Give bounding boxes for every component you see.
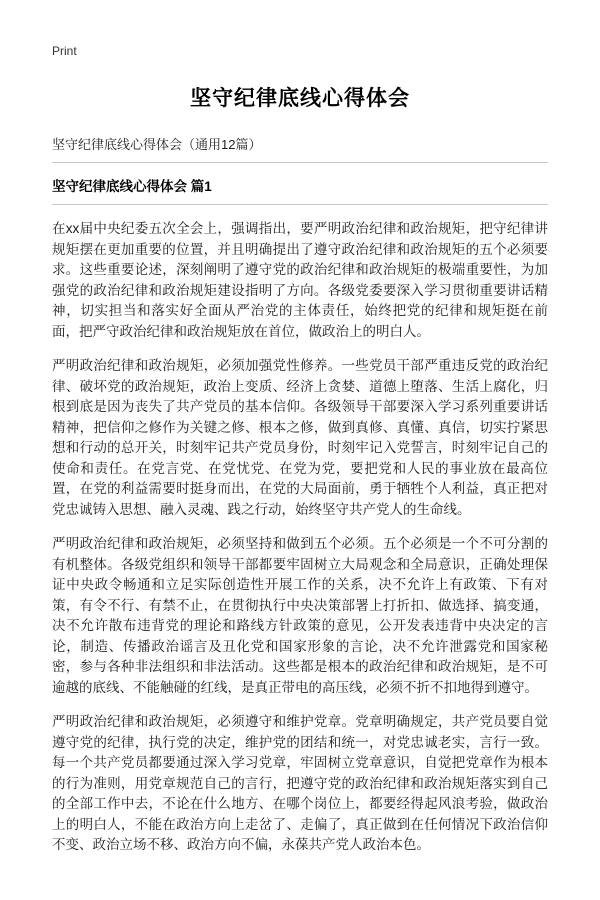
body-paragraph: 在xx届中央纪委五次全会上，强调指出，要严明政治纪律和政治规矩，把守纪律讲规矩摆在更加重要的位置，并且明确提出了遵守政治纪律和政治规矩的五个必须要求。这些重要论述，深刻阐明了遵守党的政治纪律和政治规矩的极端重要性，为加强党的政治纪律和政治规矩建设指明了方向。各级党委要深入学习贯彻重要讲话精神，切实担当和落实好全面从严治党的主体责任，始终把党的纪律和规矩挺在前面，把严守政治纪律和政治规矩放在首位，做政治上的明白人。 <box>52 221 548 339</box>
document-subtitle: 坚守纪律底线心得体会（通用12篇） <box>52 134 548 163</box>
body-paragraph: 严明政治纪律和政治规矩，必须遵守和维护党章。党章明确规定，共产党员要自觉遵守党的纪律，执行党的决定，维护党的团结和统一，对党忠诚老实，言行一致。每一个共产党员都要通过深入学习党章，牢固树立党章意识，自觉把党章作为根本的行为准则，用党章规范自己的言行，把遵守党的政治纪律和政治规矩落实到自己的全部工作中去，不论在什么地方、在哪个岗位上，都要经得起风浪考验，做政治上的明白人，不能在政治方向上走岔了、走偏了，真正做到在任何情况下政治信仰不变、政治立场不移、政治方向不偏，永葆共产党人政治本色。 <box>52 714 548 853</box>
page-title: 坚守纪律底线心得体会 <box>190 87 410 110</box>
section-heading: 坚守纪律底线心得体会 篇1 <box>52 175 548 205</box>
print-link[interactable]: Print <box>52 44 77 58</box>
body-paragraph: 严明政治纪律和政治规矩，必须坚持和做到五个必须。五个必须是一个不可分割的有机整体。各级党组织和领导干部都要牢固树立大局观念和全局意识，正确处理保证中央政令畅通和立足实际创造性开展工作的关系，决不允许上有政策、下有对策，有令不行、有禁不止，在贯彻执行中央决策部署上打折扣、做选择、搞变通，决不允许散布违背党的理论和路线方针政策的意见，公开发表违背中央决定的言论，制造、传播政治谣言及丑化党和国家形象的言论，决不允许泄露党和国家秘密，参与各种非法组织和非法活动。这些都是根本的政治纪律和政治规矩，是不可逾越的底线、不能触碰的红线，是真正带电的高压线，必须不折不扣地得到遵守。 <box>52 536 548 695</box>
body-paragraph: 严明政治纪律和政治规矩，必须加强党性修养。一些党员干部严重违反党的政治纪律、破坏党的政治规矩，政治上变质、经济上贪婪、道德上堕落、生活上腐化，归根到底是因为丧失了共产党员的基本信仰。各级领导干部要深入学习系列重要讲话精神，把信仰之修作为关键之修、根本之修，做到真修、真懂、真信，切实拧紧思想和行动的总开关，时刻牢记共产党员身份，时刻牢记入党誓言，时刻牢记自己的使命和责任。在党言党、在党忧党、在党为党，要把党和人民的事业放在最高位置，在党的利益需要时挺身而出，在党的大局面前，勇于牺牲个人利益，真正把对党忠诚铸入思想、融入灵魂、践之行动，始终坚守共产党人的生命线。 <box>52 358 548 517</box>
